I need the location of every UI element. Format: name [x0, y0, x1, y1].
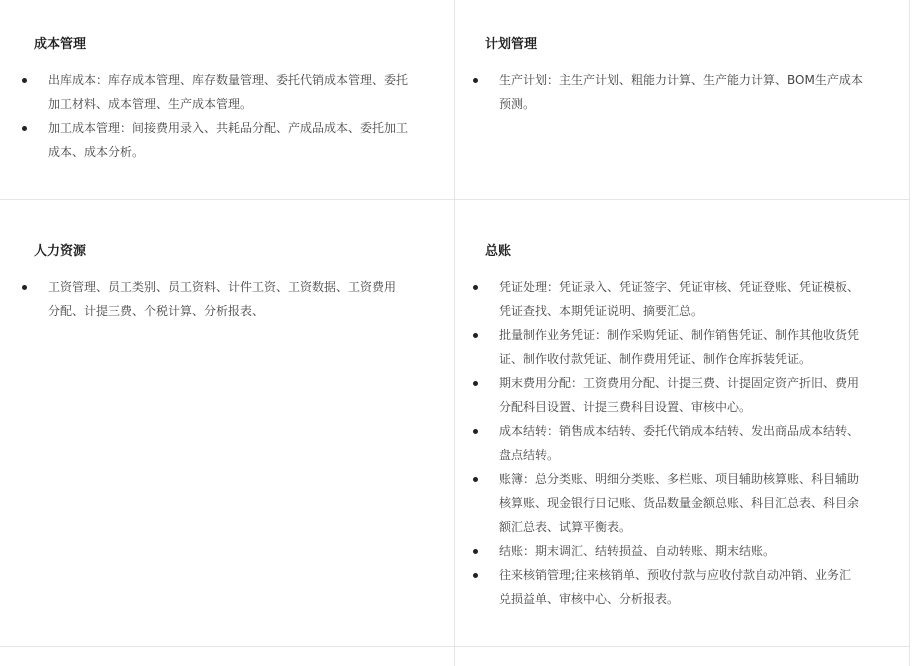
feature-list — [34, 68, 412, 164]
list-item: 账簿：总分类账、明细分类账、多栏账、项目辅助核算账、科目辅助核算账、现金银行日记账、货品数量金额总账、科目汇总表、科目余额汇总表、试算平衡表。 — [485, 467, 863, 539]
section-human-resources — [34, 243, 404, 323]
section-title: 人力资源 — [34, 244, 87, 259]
section-title: 总账 — [485, 244, 512, 259]
section-plan-management — [485, 36, 863, 116]
column-divider — [454, 0, 455, 666]
section-title: 计划管理 — [485, 37, 538, 52]
list-item: 生产计划：主生产计划、粗能力计算、生产能力计算、BOM生产成本预测。 — [485, 68, 863, 116]
bottom-divider — [0, 646, 910, 647]
list-item: 结账：期末调汇、结转损益、自动转账、期末结账。 — [485, 539, 863, 563]
feature-list — [485, 68, 863, 116]
section-cost-management — [34, 36, 412, 164]
feature-list — [485, 275, 863, 611]
feature-list — [34, 275, 404, 323]
section-general-ledger — [485, 243, 863, 611]
list-item: 成本结转：销售成本结转、委托代销成本结转、发出商品成本结转、盘点结转。 — [485, 419, 863, 467]
list-item: 批量制作业务凭证：制作采购凭证、制作销售凭证、制作其他收货凭证、制作收付款凭证、制作费用凭证、制作仓库拆装凭证。 — [485, 323, 863, 371]
section-title: 成本管理 — [34, 37, 87, 52]
list-item: 凭证处理：凭证录入、凭证签字、凭证审核、凭证登账、凭证模板、凭证查找、本期凭证说明、摘要汇总。 — [485, 275, 863, 323]
list-item: 往来核销管理;往来核销单、预收付款与应收付款自动冲销、业务汇兑损益单、审核中心、分析报表。 — [485, 563, 863, 611]
right-border — [909, 0, 910, 666]
list-item: 加工成本管理：间接费用录入、共耗品分配、产成品成本、委托加工成本、成本分析。 — [34, 116, 412, 164]
list-item: 期末费用分配：工资费用分配、计提三费、计提固定资产折旧、费用分配科目设置、计提三费科目设置、审核中心。 — [485, 371, 863, 419]
list-item: 出库成本：库存成本管理、库存数量管理、委托代销成本管理、委托加工材料、成本管理、生产成本管理。 — [34, 68, 412, 116]
list-item: 工资管理、员工类别、员工资料、计件工资、工资数据、工资费用分配、计提三费、个税计算、分析报表、 — [34, 275, 404, 323]
row-divider — [0, 199, 910, 200]
